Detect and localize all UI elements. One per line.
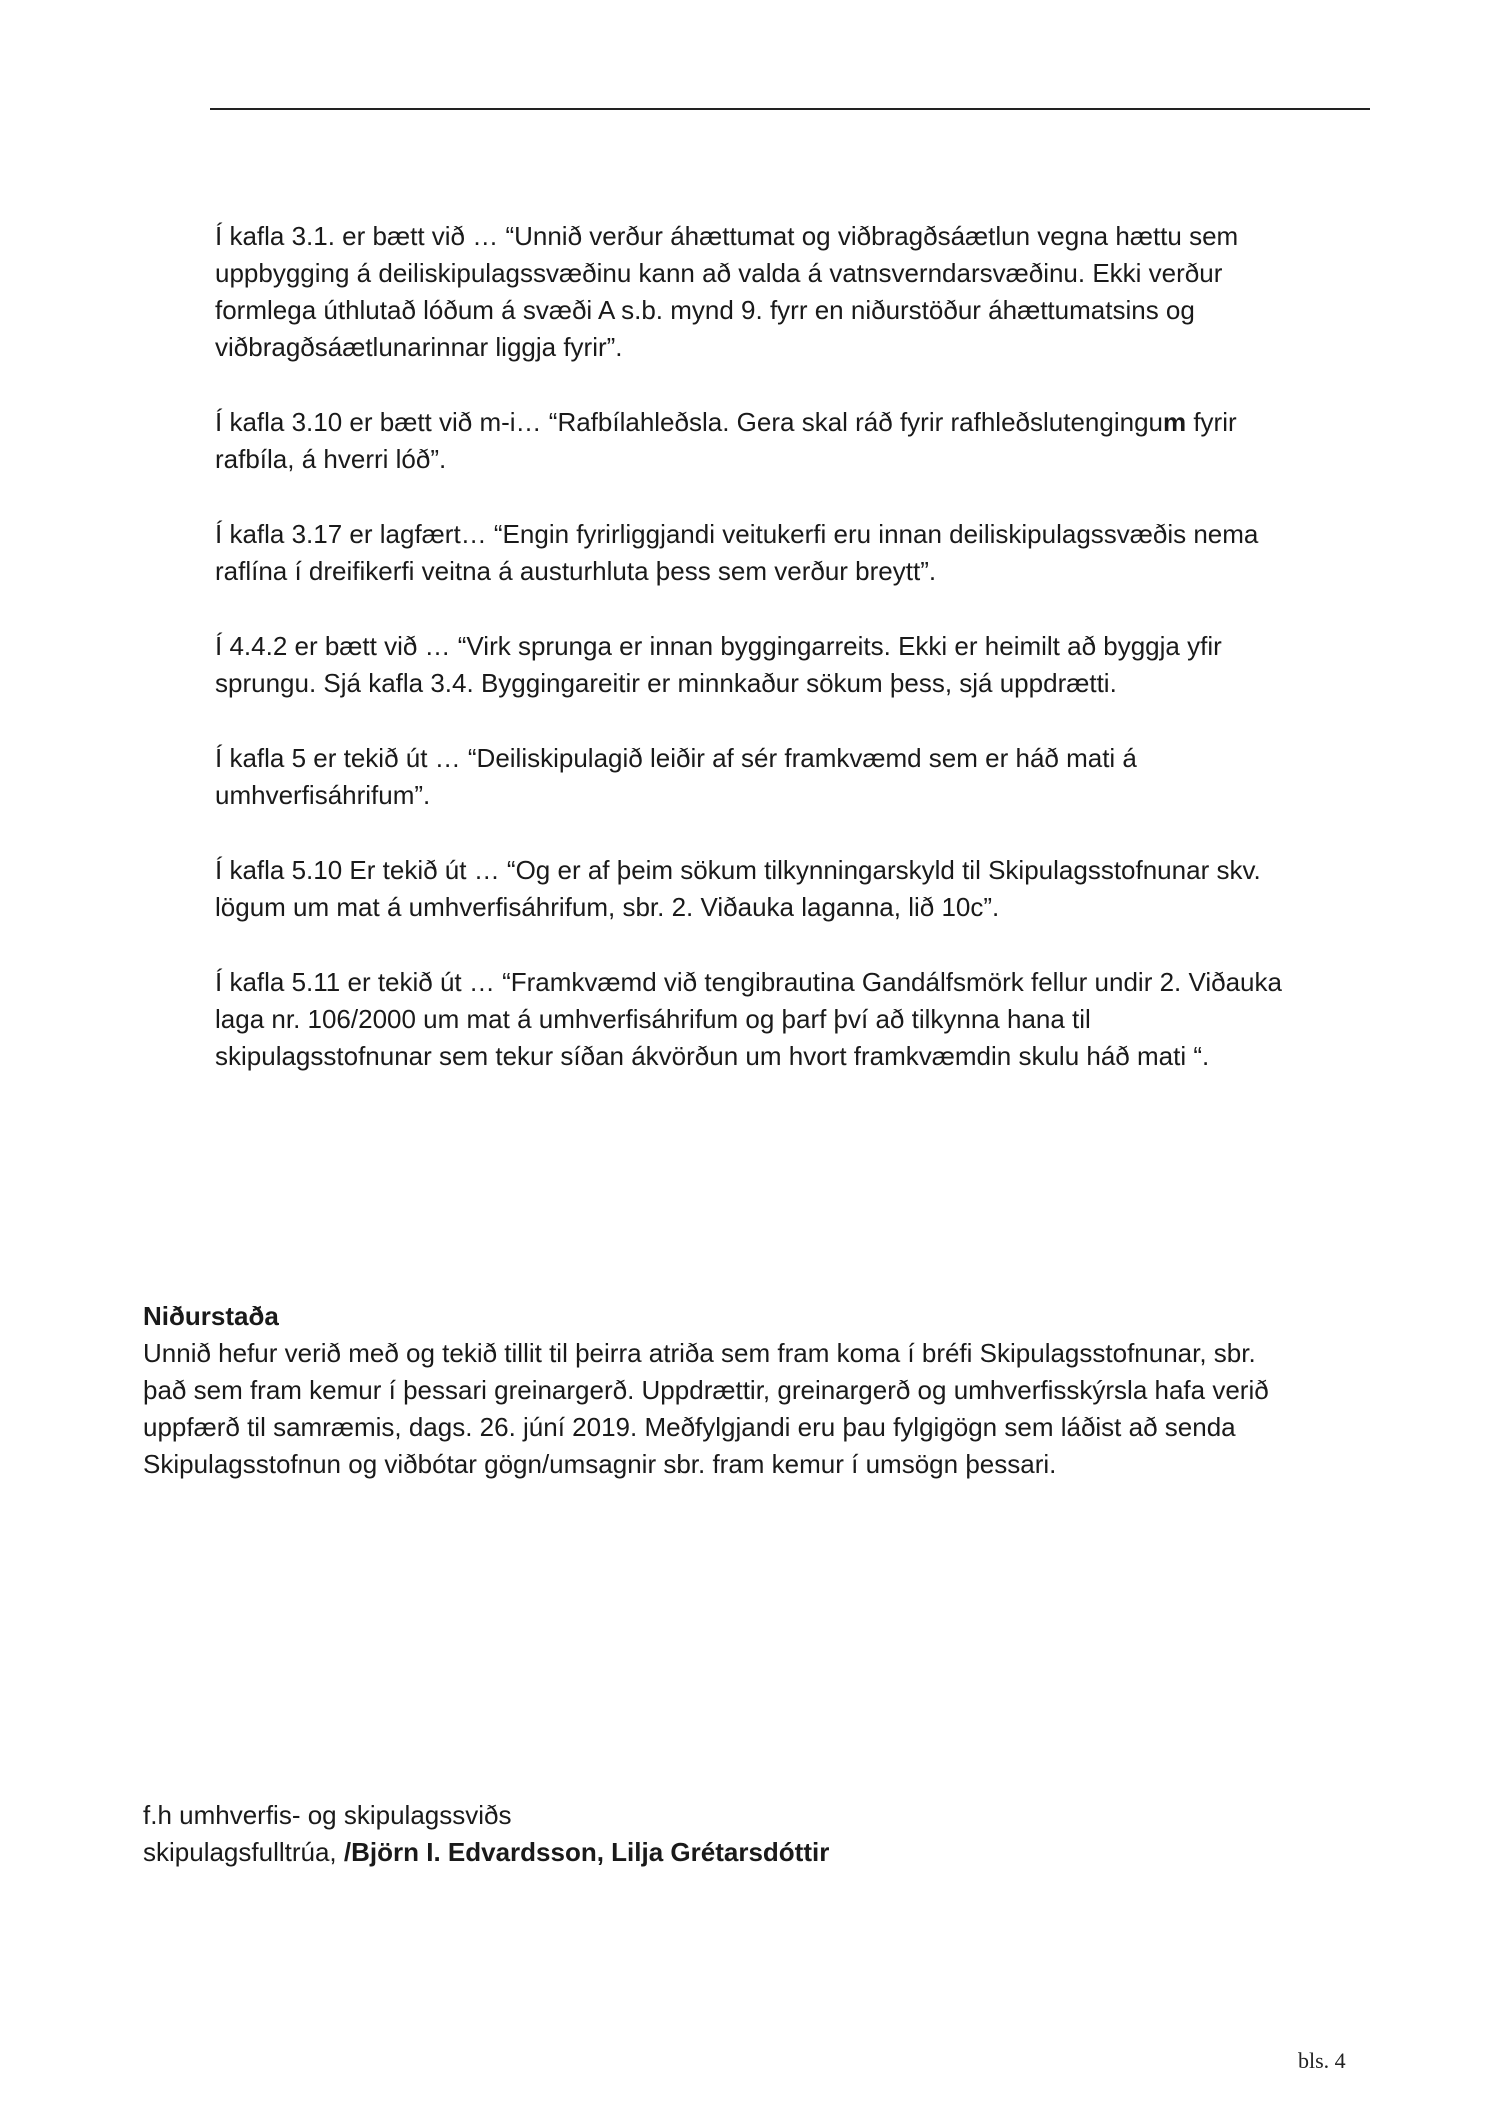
signature-department: f.h umhverfis- og skipulagssviðs bbox=[143, 1800, 512, 1830]
amendment-text: fyrir rafbíla, á hverri lóð”. bbox=[215, 407, 1237, 474]
amendment-bold-letter: m bbox=[1162, 407, 1187, 437]
amendment-item: Í kafla 5.11 er tekið út … “Framkvæmd við tengibrautina Gandálfsmörk fellur undir 2. Viðauka laga nr. 106/2000 um mat á umhverfisáhrifum og þarf því að tilkynna hana til skipulagsstofnunar sem tekur síðan ákvörðun um hvort framkvæmdin skulu háð mati “. bbox=[215, 967, 1282, 1071]
page-number: bls. 4 bbox=[1298, 2048, 1346, 2073]
amendment-item: Í kafla 5.10 Er tekið út … “Og er af þeim sökum tilkynningarskyld til Skipulagsstofnunar skv. lögum um mat á umhverfisáhrifum, sbr. 2. Viðauka laganna, lið 10c”. bbox=[215, 855, 1261, 922]
conclusion-text: Unnið hefur verið með og tekið tillit til þeirra atriða sem fram koma í bréfi Skipulagsstofnunar, sbr. það sem fram kemur í þessari greinargerð. Uppdrættir, greinargerð og umhverfisskýrsla hafa verið uppfærð til samræmis, dags. 26. júní 2019. Meðfylgjandi eru þau fylgigögn sem láðist að senda Skipulagsstofnun og viðbótar gögn/umsagnir sbr. fram kemur í umsögn þessari. bbox=[143, 1338, 1269, 1479]
conclusion-section bbox=[143, 1298, 1373, 1483]
amendment-list bbox=[215, 218, 1385, 1113]
amendment-item: Í kafla 3.17 er lagfært… “Engin fyrirliggjandi veitukerfi eru innan deiliskipulagssvæðis nema raflína í dreifikerfi veitna á austurhluta þess sem verður breytt”. bbox=[215, 519, 1259, 586]
amendment-item: Í 4.4.2 er bætt við … “Virk sprunga er innan byggingarreits. Ekki er heimilt að byggja yfir sprungu. Sjá kafla 3.4. Byggingareitir er minnkaður sökum þess, sjá uppdrætti. bbox=[215, 631, 1222, 698]
signature-names: /Björn I. Edvardsson, Lilja Grétarsdóttir bbox=[343, 1837, 830, 1867]
signature-line bbox=[143, 1834, 1243, 1871]
conclusion-title: Niðurstaða bbox=[143, 1301, 279, 1331]
signature-role: skipulagsfulltrúa, bbox=[143, 1837, 344, 1867]
amendment-text: Í kafla 3.10 er bætt við m-i… “Rafbílahleðsla. Gera skal ráð fyrir rafhleðslutengingu bbox=[215, 407, 1163, 437]
header-rule bbox=[210, 108, 1370, 110]
amendment-item bbox=[215, 404, 1385, 478]
signature-block bbox=[143, 1797, 1243, 1871]
amendment-item: Í kafla 5 er tekið út … “Deiliskipulagið leiðir af sér framkvæmd sem er háð mati á umhverfisáhrifum”. bbox=[215, 743, 1137, 810]
amendment-item: Í kafla 3.1. er bætt við … “Unnið verður áhættumat og viðbragðsáætlun vegna hættu sem uppbygging á deiliskipulagssvæðinu kann að valda á vatnsverndarsvæðinu. Ekki verður formlega úthlutað lóðum á svæði A s.b. mynd 9. fyrr en niðurstöður áhættumatsins og viðbragðsáætlunarinnar liggja fyrir”. bbox=[215, 221, 1239, 362]
